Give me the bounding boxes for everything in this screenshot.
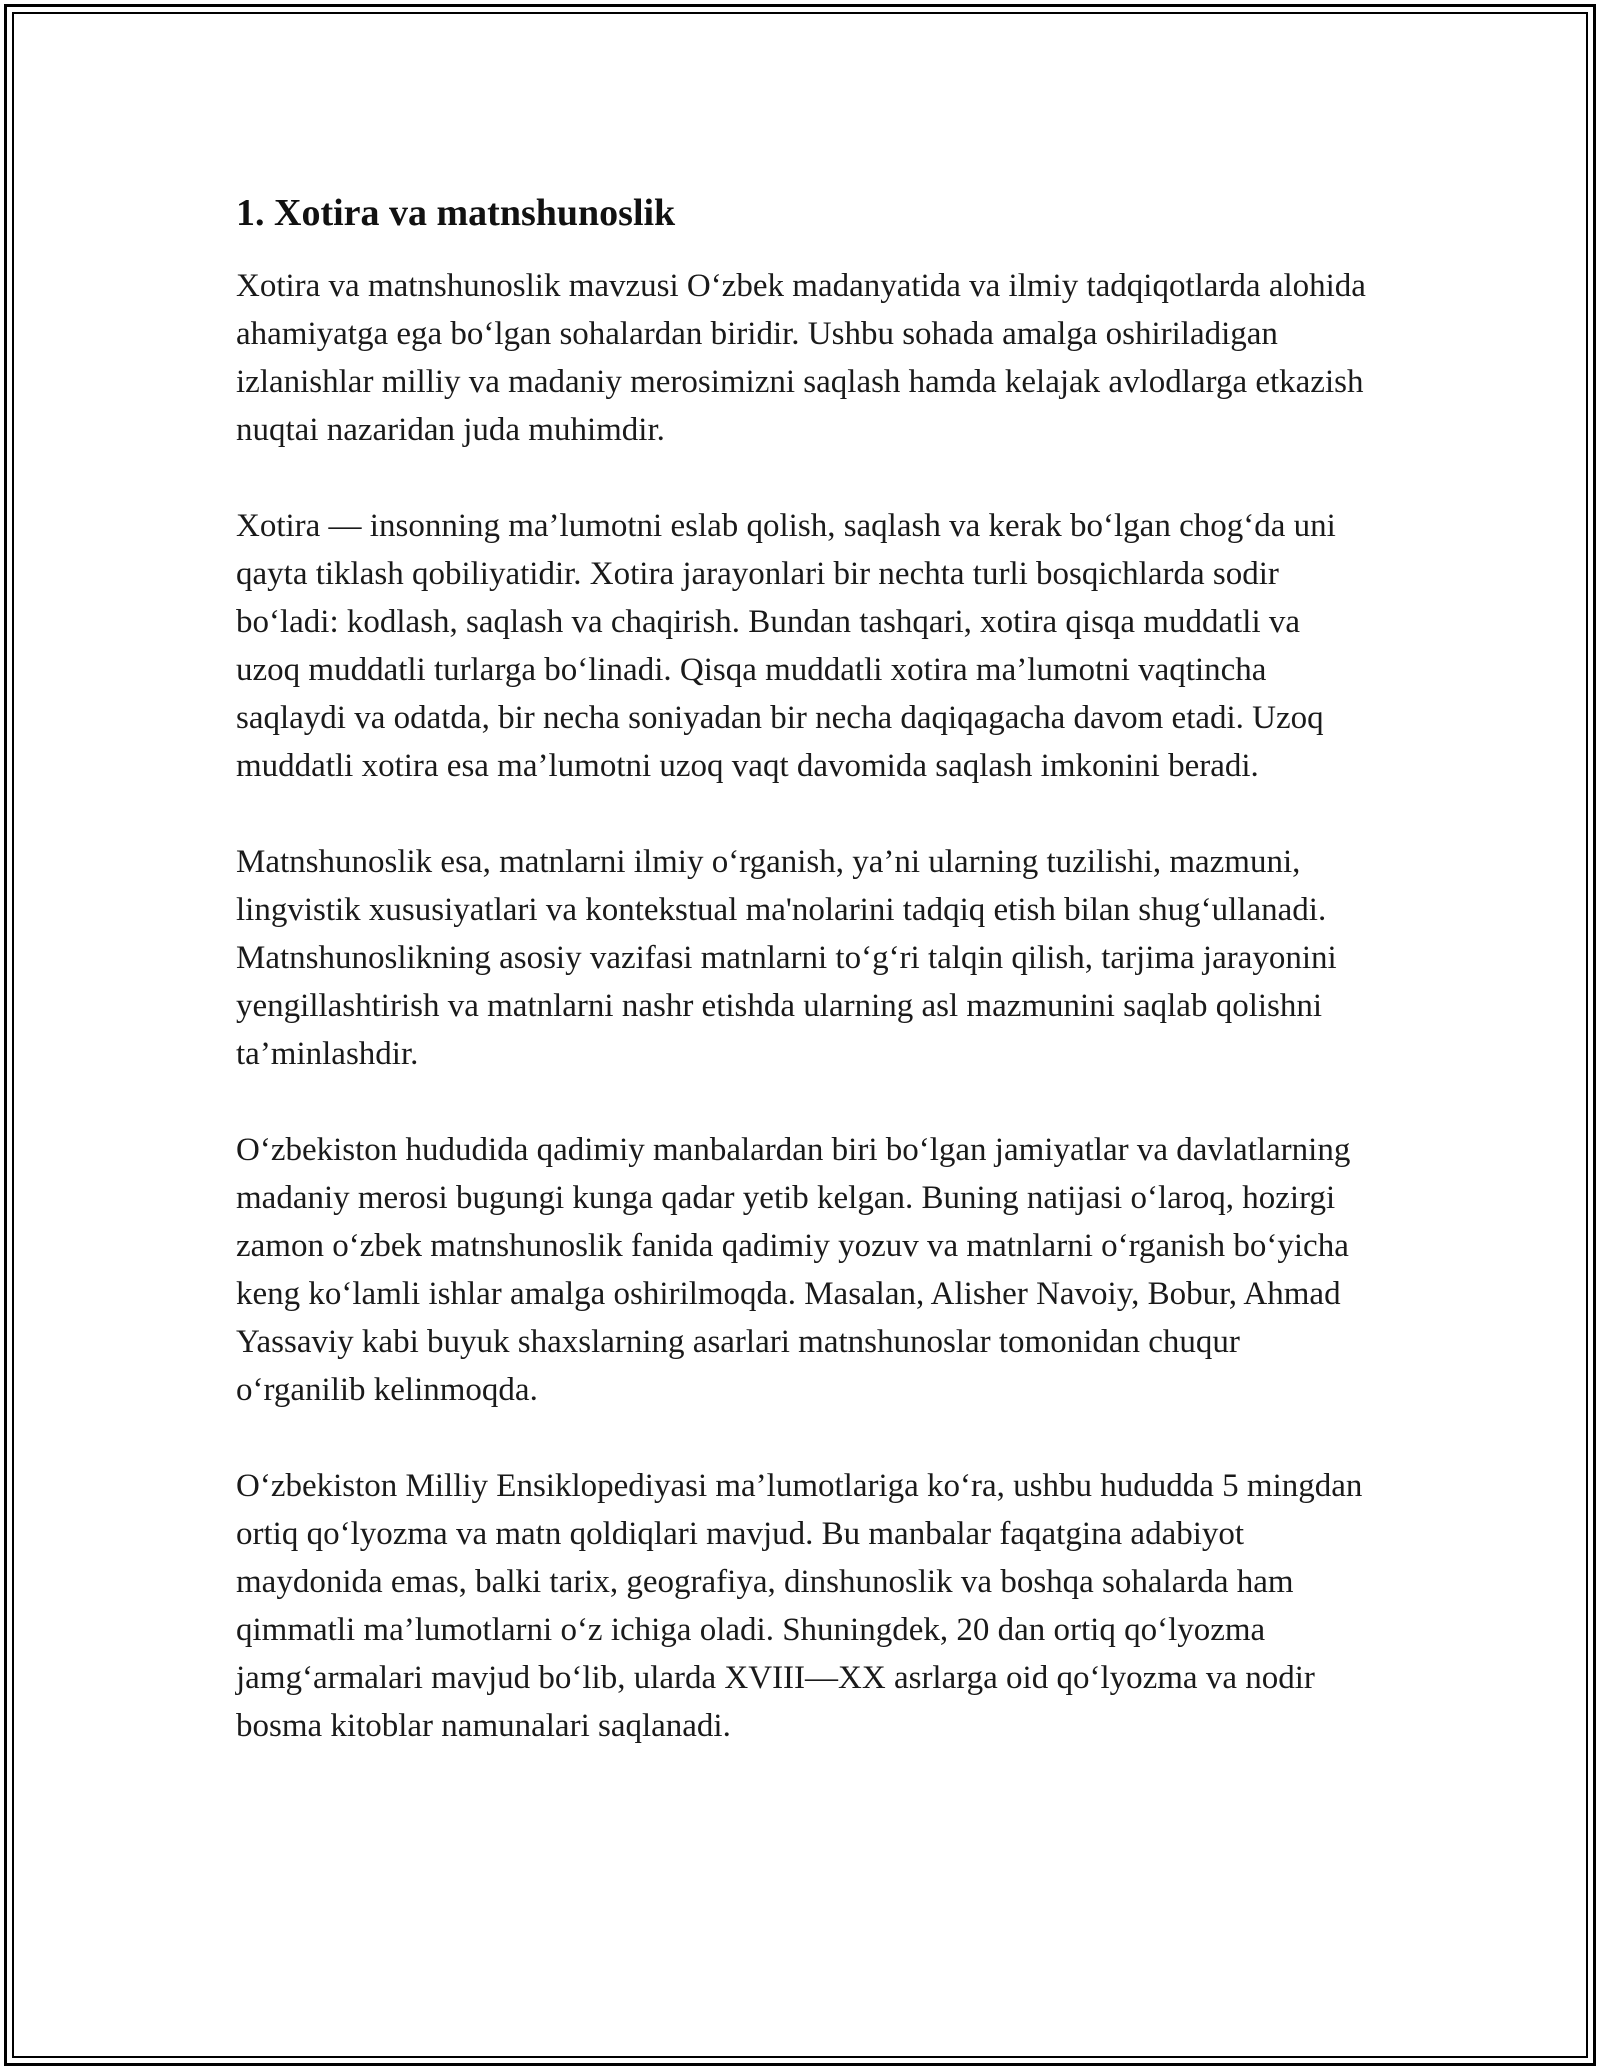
paragraph-intro: Xotira va matnshunoslik mavzusi O‘zbek madanyatida va ilmiy tadqiqotlarda alohida ahamiyatga ega bo‘lgan sohalardan biridir. Ushbu sohada amalga oshiriladigan izlanishlar milliy va madaniy merosimizni saqlash hamda kelajak avlodlarga etkazish nuqtai nazaridan juda muhimdir. — [236, 268, 1366, 448]
paragraph-memory: Xotira — insonning ma’lumotni eslab qolish, saqlash va kerak bo‘lgan chog‘da uni qayta tiklash qobiliyatidir. Xotira jarayonlari bir nechta turli bosqichlarda sodir bo‘ladi: kodlash, saqlash va chaqirish. Bundan tashqari, xotira qisqa muddatli va uzoq muddatli turlarga bo‘linadi. Qisqa muddatli xotira ma’lumotni vaqtincha saqlaydi va odatda, bir necha soniyadan bir necha daqiqagacha davom etadi. Uzoq muddatli xotira esa ma’lumotni uzoq vaqt davomida saqlash imkonini beradi. — [236, 508, 1336, 784]
paragraph-heritage: O‘zbekiston hududida qadimiy manbalardan biri bo‘lgan jamiyatlar va davlatlarning madaniy merosi bugungi kunga qadar yetib kelgan. Buning natijasi o‘laroq, hozirgi zamon o‘zbek matnshunoslik fanida qadimiy yozuv va matnlarni o‘rganish bo‘yicha keng ko‘lamli ishlar amalga oshirilmoqda. Masalan, Alisher Navoiy, Bobur, Ahmad Yassaviy kabi buyuk shaxslarning asarlari matnshunoslar tomonidan chuqur o‘rganilib kelinmoqda. — [236, 1132, 1351, 1408]
paragraph-encyclopedia: O‘zbekiston Milliy Ensiklopediyasi ma’lumotlariga ko‘ra, ushbu hududda 5 mingdan ortiq qo‘lyozma va matn qoldiqlari mavjud. Bu manbalar faqatgina adabiyot maydonida emas, balki tarix, geografiya, dinshunoslik va boshqa sohalarda ham qimmatli ma’lumotlarni o‘z ichiga oladi. Shuningdek, 20 dan ortiq qo‘lyozma jamg‘armalari mavjud bo‘lib, ularda XVIII—XX asrlarga oid qo‘lyozma va nodir bosma kitoblar namunalari saqlanadi. — [236, 1468, 1363, 1744]
section-heading: 1. Xotira va matnshunoslik — [236, 192, 676, 234]
document-body — [236, 188, 1366, 1798]
paragraph-textology: Matnshunoslik esa, matnlarni ilmiy o‘rganish, ya’ni ularning tuzilishi, mazmuni, lingvistik xususiyatlari va kontekstual ma'nolarini tadqiq etish bilan shug‘ullanadi. Matnshunoslikning asosiy vazifasi matnlarni to‘g‘ri talqin qilish, tarjima jarayonini yengillashtirish va matnlarni nashr etishda ularning asl mazmunini saqlab qolishni ta’minlashdir. — [236, 844, 1337, 1072]
